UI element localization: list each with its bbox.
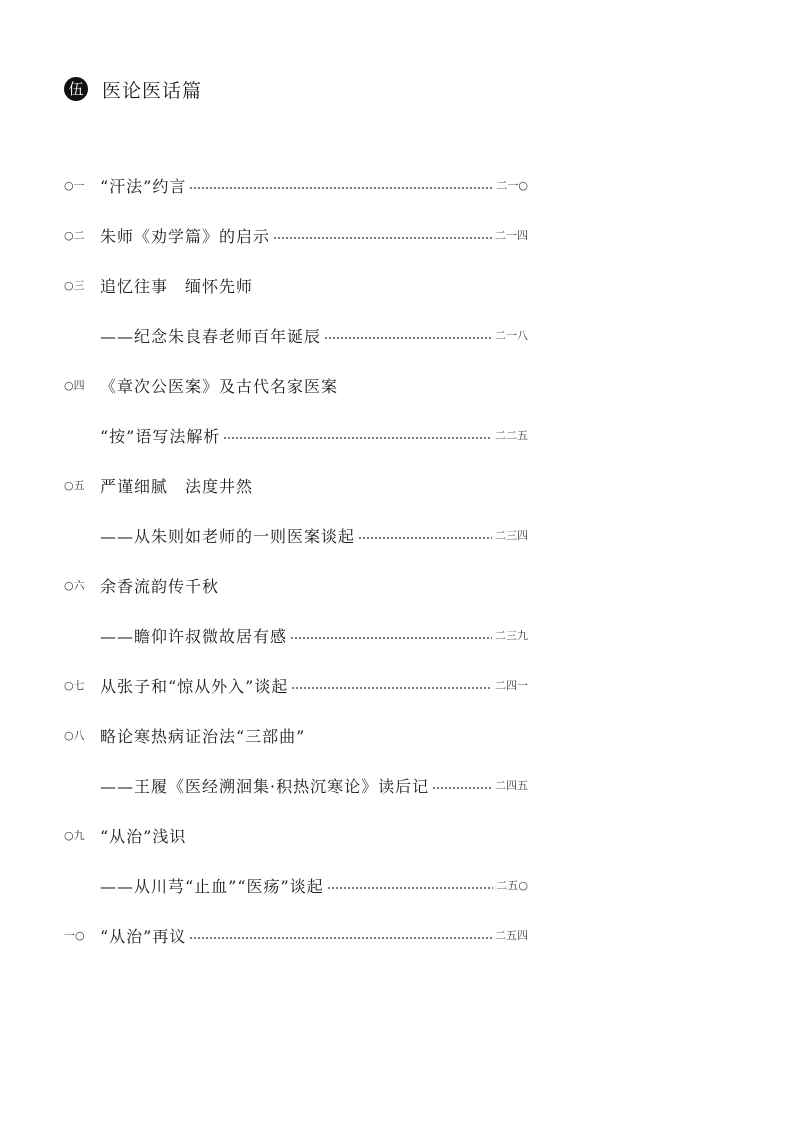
entry-title: 从张子和“惊从外入”谈起 (100, 676, 289, 696)
toc-entry-7[interactable] (64, 670, 528, 700)
entry-number: ○一 (64, 179, 85, 192)
entry-subtitle: “按”语写法解析 (100, 426, 221, 446)
dot-leader (327, 887, 494, 889)
entry-title: 追忆往事 缅怀先师 (100, 276, 254, 296)
toc-entry-9[interactable] (64, 820, 528, 850)
dot-leader (189, 937, 492, 939)
entry-title: “从治”浅识 (100, 826, 187, 846)
dot-leader (290, 637, 492, 639)
dot-leader (223, 437, 492, 439)
section-header (64, 74, 202, 104)
toc-entry-8[interactable] (64, 720, 528, 750)
entry-page: 二四一 (495, 679, 528, 692)
entry-title: 《章次公医案》及古代名家医案 (100, 376, 339, 396)
entry-number: ○八 (64, 729, 85, 742)
entry-subtitle: ——瞻仰许叔微故居有感 (100, 626, 288, 646)
entry-page: 二五四 (495, 929, 528, 942)
entry-page: 二二五 (495, 429, 528, 442)
section-number-badge: 伍 (64, 77, 88, 101)
toc-entry-5[interactable] (64, 470, 528, 500)
entry-subtitle: ——从川芎“止血”“医疡”谈起 (100, 876, 324, 896)
toc-entry-1[interactable] (64, 170, 528, 200)
entry-title: 朱师《劝学篇》的启示 (100, 226, 271, 246)
entry-number: 一○ (64, 929, 85, 942)
dot-leader (432, 787, 492, 789)
toc-entry-10[interactable] (64, 920, 528, 950)
toc-entry-3[interactable] (64, 270, 528, 300)
entry-subtitle: ——王履《医经溯洄集·积热沉寒论》读后记 (100, 776, 430, 796)
entry-subtitle: ——从朱则如老师的一则医案谈起 (100, 526, 356, 546)
toc-entry-8-subtitle[interactable] (64, 770, 528, 800)
entry-number: ○五 (64, 479, 85, 492)
entry-page: 二三九 (495, 629, 528, 642)
entry-page: 二一八 (495, 329, 528, 342)
toc-entry-3-subtitle[interactable] (64, 320, 528, 350)
toc-entry-9-subtitle[interactable] (64, 870, 528, 900)
entry-number: ○六 (64, 579, 85, 592)
toc-entry-5-subtitle[interactable] (64, 520, 528, 550)
entry-page: 二五○ (496, 879, 528, 892)
section-title: 医论医话篇 (102, 79, 203, 102)
entry-page: 二三四 (495, 529, 528, 542)
entry-number: ○七 (64, 679, 85, 692)
toc-entry-2[interactable] (64, 220, 528, 250)
dot-leader (358, 537, 492, 539)
entry-title: “汗法”约言 (100, 176, 187, 196)
dot-leader (324, 337, 492, 339)
dot-leader (291, 687, 492, 689)
entry-title: 略论寒热病证治法“三部曲” (100, 726, 306, 746)
entry-number: ○四 (64, 379, 85, 392)
entry-page: 二四五 (495, 779, 528, 792)
entry-page: 二一○ (496, 179, 528, 192)
toc-entry-4-subtitle[interactable] (64, 420, 528, 450)
toc-entry-4[interactable] (64, 370, 528, 400)
entry-number: ○九 (64, 829, 85, 842)
dot-leader (189, 187, 493, 189)
entry-number: ○三 (64, 279, 85, 292)
toc-entry-6[interactable] (64, 570, 528, 600)
dot-leader (273, 237, 492, 239)
entry-title: “从治”再议 (100, 926, 187, 946)
entry-title: 余香流韵传千秋 (100, 576, 220, 596)
entry-number: ○二 (64, 229, 85, 242)
entry-page: 二一四 (495, 229, 528, 242)
entry-subtitle: ——纪念朱良春老师百年诞辰 (100, 326, 322, 346)
entry-title: 严谨细腻 法度井然 (100, 476, 254, 496)
toc-entry-6-subtitle[interactable] (64, 620, 528, 650)
